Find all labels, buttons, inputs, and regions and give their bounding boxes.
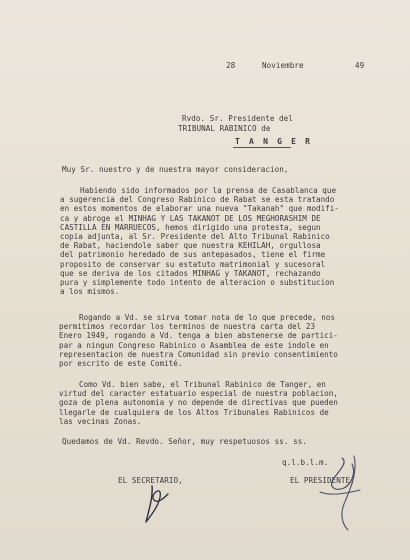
paragraph-2-line: Rogando a Vd. se sirva tomar nota de lo que precede, nos <box>79 313 336 322</box>
paragraph-2 <box>59 313 338 368</box>
paragraph-2-line: permitimos recordar los terminos de nuestra carta del 23 <box>59 322 316 332</box>
addressee-city: T A N G E R <box>235 137 313 146</box>
date-month: Noviembre <box>262 61 304 70</box>
date-year: 49 <box>355 61 365 70</box>
paragraph-2-line: par a ningun Congreso Rabinico o Asamblea de este indole en <box>59 340 329 350</box>
paragraph-1-line: que se deriva de los citados MINHAG y TAKANOT, rechazando <box>60 268 321 278</box>
paragraph-2-line: por escrito de este Comité. <box>59 359 183 369</box>
addressee-line-2: TRIBUNAL RABINICO de <box>178 124 271 133</box>
president-label: EL PRESIDENTE, <box>290 476 355 485</box>
paragraph-2-line: representacion de nuestra Comunidad sin previo consentimiento <box>59 349 338 359</box>
paragraph-1-line: a los mismos. <box>60 287 120 297</box>
paragraph-1-line: del patrimonio heredado de sus antepasados, tiene el firme <box>60 250 326 260</box>
paragraph-1-line: proposito de conservar su estatuto matrimonial y sucesoral <box>60 259 326 269</box>
paragraph-1-line: Habiendo sido informados por la prensa de Casablanca que <box>80 186 337 195</box>
paragraph-3-line: llegarle de cualquiera de los Altos Tribunales Rabinicos de <box>59 407 329 417</box>
closing-line: Quedamos de Vd. Revdo. Señor, muy respetuosos ss. ss. <box>62 437 307 446</box>
addressee-line-1: Rvdo. Sr. Presidente del <box>182 114 293 123</box>
date-day: 28 <box>226 61 236 70</box>
paragraph-3-line: virtud del caracter estatuario especial de nuestra poblacion, <box>59 389 338 399</box>
salutation: Muy Sr. nuestro y de nuestra mayor consideracion, <box>62 165 289 174</box>
paragraph-1-line: a sugerencia del Congreso Rabinico de Rabat se esta tratando <box>60 195 335 205</box>
city-underline <box>233 147 291 148</box>
paragraph-1-line: de Rabat, haciendole saber que nuestra KEHILAH, orgullosa <box>60 241 321 251</box>
paragraph-1 <box>60 186 339 296</box>
paragraph-2-line: Enero 1949, rogando a Vd. tenga a bien abstenerse de partici- <box>59 331 338 341</box>
paragraph-3-line: Como Vd. bien sabe, el Tribunal Rabinico de Tanger, en <box>79 380 326 389</box>
paragraph-1-line: en estos momentos de elaborar una nueva "Takanah" que modifi- <box>60 204 339 214</box>
closing-abbreviation: q.l.b.l.m. <box>282 458 329 467</box>
paragraph-1-line: pura y simplemente todo intento de alteracion o substitucion <box>60 278 335 288</box>
paragraph-3-line: las vecinas Zonas. <box>59 416 142 426</box>
paragraph-3 <box>59 380 338 426</box>
paragraph-1-line: copia adjunta, al Sr. Presidente del Alto Tribunal Rabinico <box>60 232 330 242</box>
paragraph-1-line: ca y abroge el MINHAG Y LAS TAKANOT DE LOS MEGHORASHIM DE <box>60 213 321 223</box>
paragraph-3-line: goza de plena autonomia y no depende de directivas que pueden <box>59 398 338 408</box>
secretary-label: EL SECRETARIO, <box>118 476 183 485</box>
secretary-signature <box>138 482 178 526</box>
president-signature <box>300 452 376 532</box>
paragraph-1-line: CASTILLA EN MARRUECOS, hemos dirigido una protesta, segun <box>60 222 321 232</box>
